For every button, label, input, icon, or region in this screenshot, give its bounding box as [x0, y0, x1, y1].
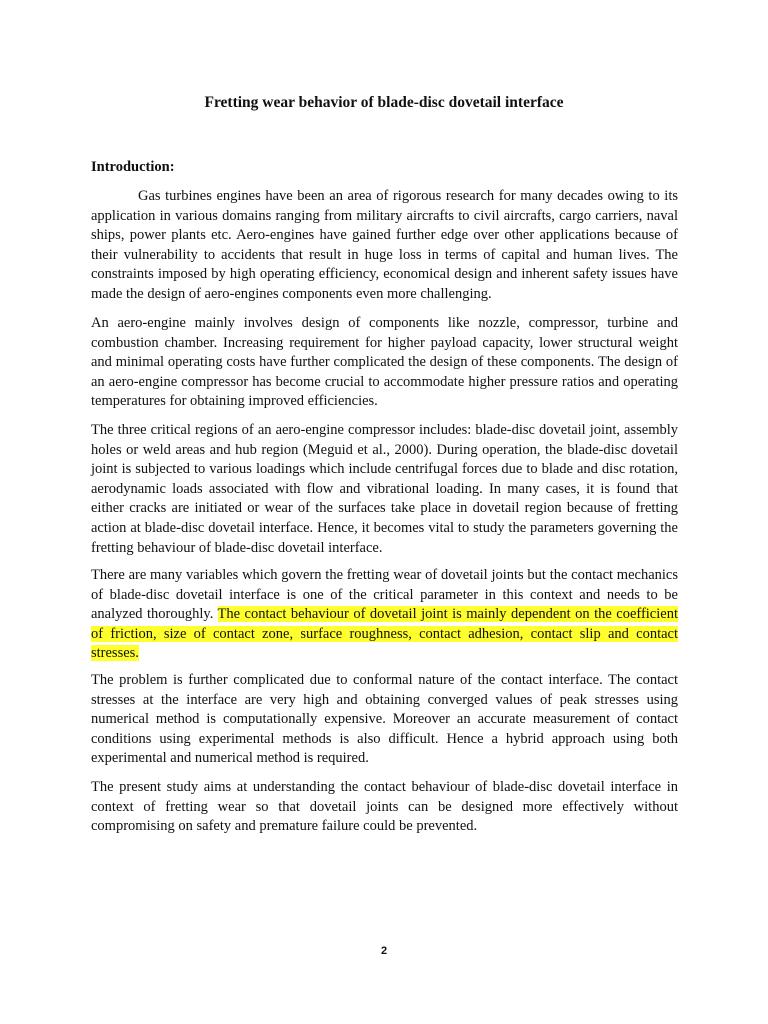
paragraph-5: The problem is further complicated due to conformal nature of the contact interface. The contact stresses at the interface are very high and obtaining converged values of peak stresses using numerical method is computationally expensive. Moreover an accurate measurement of contact conditions using experimental methods is also difficult. Hence a hybrid approach using both experimental and numerical method is required. [91, 672, 678, 767]
paragraph-4-text: There are many variables which govern the fretting wear of dovetail joints but the contact mechanics of blade-disc dovetail interface is one of the critical parameter in this context and needs to be analyzed thoroughly. [91, 567, 678, 623]
section-heading-introduction: Introduction: [91, 159, 175, 175]
paragraph-1: Gas turbines engines have been an area of rigorous research for many decades owing to its application in various domains ranging from military aircrafts to civil aircrafts, cargo carriers, naval ships, power plants etc. Aero-engines have gained further edge over other applications because of their vulnerability to accidents that result in huge loss in terms of capital and human lives. The constraints imposed by high operating efficiency, economical design and inherent safety issues have made the design of aero-engines components even more challenging. [91, 188, 678, 302]
highlighted-text: The contact behaviour of dovetail joint is mainly dependent on the coefficient of friction, size of contact zone, surface roughness, contact adhesion, contact slip and contact stresses. [91, 606, 678, 662]
paragraph-4 [91, 566, 678, 664]
paragraph-2: An aero-engine mainly involves design of components like nozzle, compressor, turbine and combustion chamber. Increasing requirement for higher payload capacity, lower structural weight and minimal operating costs have further complicated the design of these components. The design of an aero-engine compressor has become crucial to accommodate higher pressure ratios and operating temperatures for obtaining improved efficiencies. [91, 315, 678, 410]
page-number: 2 [380, 945, 388, 957]
document-title: Fretting wear behavior of blade-disc dovetail interface [204, 94, 564, 111]
paragraph-6: The present study aims at understanding the contact behaviour of blade-disc dovetail interface in context of fretting wear so that dovetail joints can be designed more effectively without compromising on safety and premature failure could be prevented. [91, 779, 678, 835]
paragraph-3: The three critical regions of an aero-engine compressor includes: blade-disc dovetail joint, assembly holes or weld areas and hub region (Meguid et al., 2000). During operation, the blade-disc dovetail joint is subjected to various loadings which include centrifugal forces due to blade and disc rotation, aerodynamic loads associated with flow and vibrational loading. In many cases, it is found that either cracks are initiated or wear of the surfaces take place in dovetail region because of fretting action at blade-disc dovetail interface. Hence, it becomes vital to study the parameters governing the fretting behaviour of blade-disc dovetail interface. [91, 422, 678, 556]
